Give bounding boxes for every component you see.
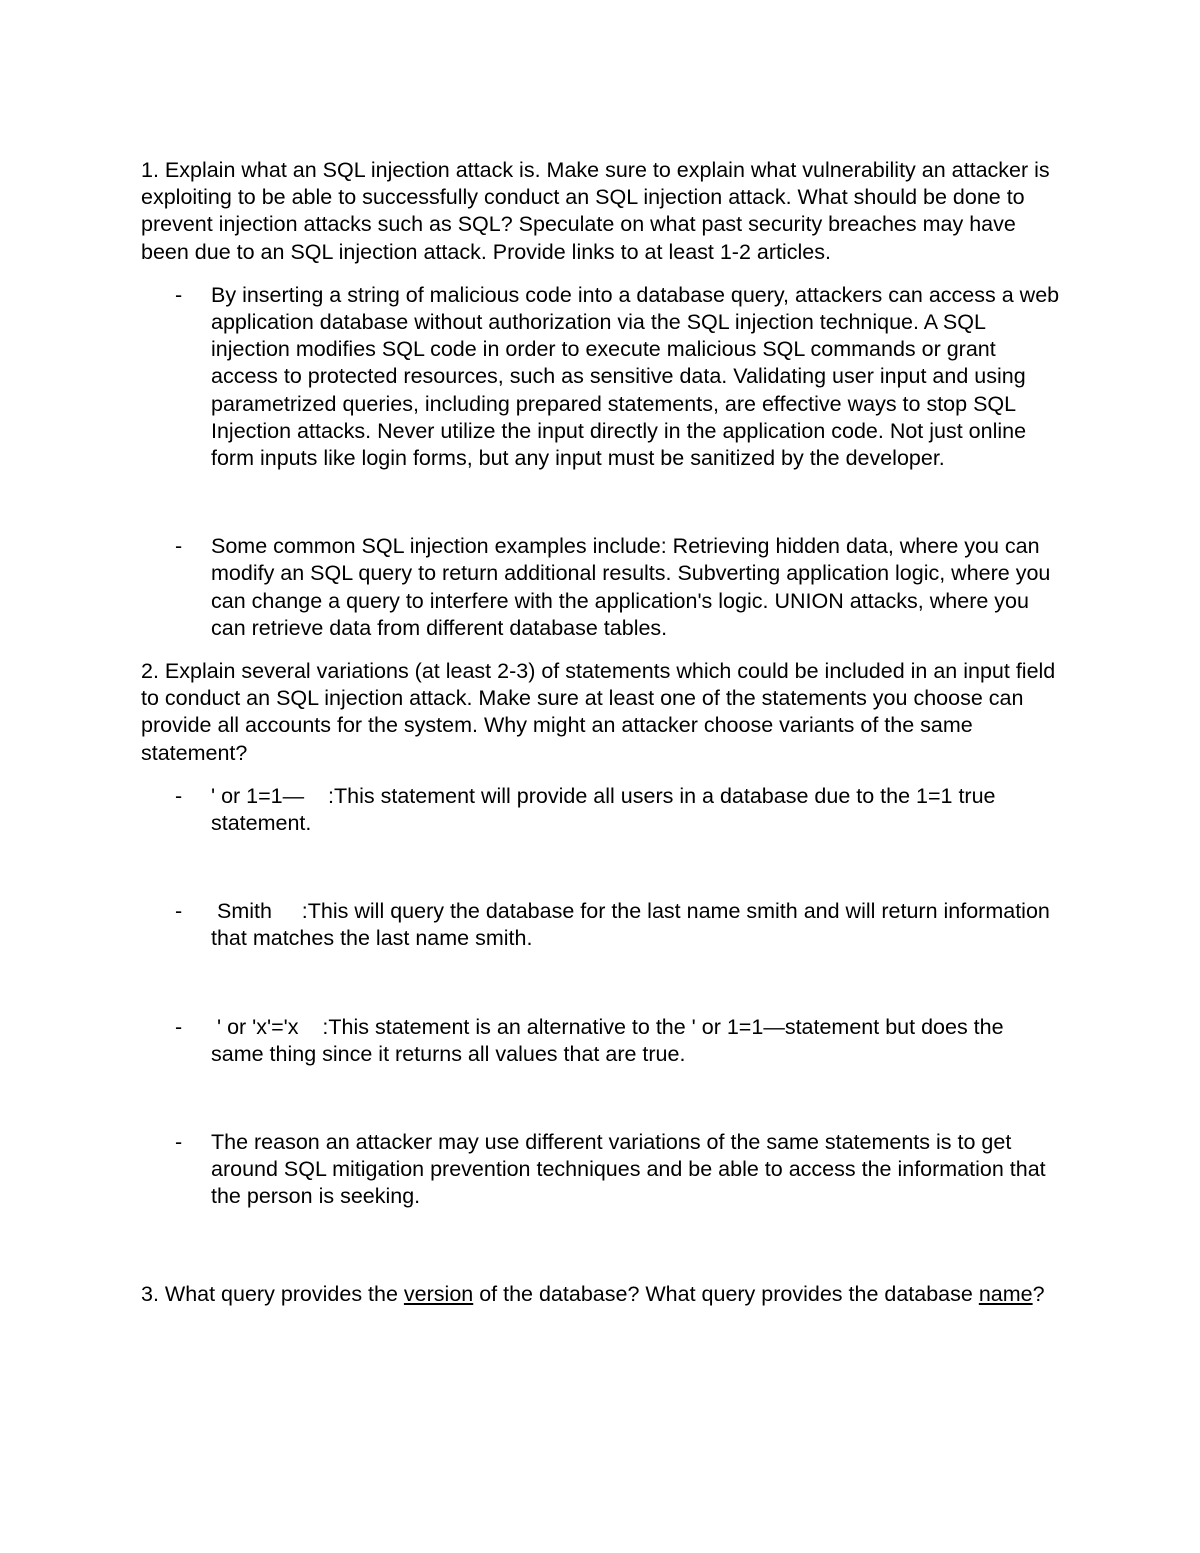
question-3-part3: ? xyxy=(1032,1281,1045,1306)
answer-item xyxy=(141,282,1061,472)
document-page xyxy=(141,157,1061,1324)
answer-text: By inserting a string of malicious code into a database query, attackers can access a web application database without authorization via the SQL injection technique. A SQL injection modifies SQL code in order to execute malicious SQL commands or grant access to protected resources, such as sensitive data. Validating user input and using parametrized queries, including prepared statements, are effective ways to stop SQL Injection attacks. Never utilize the input directly in the application code. Not just online form inputs like login forms, but any input must be sanitized by the developer. xyxy=(211,282,1060,471)
question-2: 2. Explain several variations (at least 2-3) of statements which could be included in an input field to conduct an SQL injection attack. Make sure at least one of the statements you choose can provide all accounts for the system. Why might an attacker choose variants of the same statement? xyxy=(141,659,1056,765)
question-1: 1. Explain what an SQL injection attack is. Make sure to explain what vulnerability an attacker is exploiting to be able to successfully conduct an SQL injection attack. What should be done to prevent injection attacks such as SQL? Speculate on what past security breaches may have been due to an SQL injection attack. Provide links to at least 1-2 articles. xyxy=(141,158,1050,264)
answer-item xyxy=(141,1014,1061,1068)
answer-list-2 xyxy=(141,783,1061,1211)
answer-list-1 xyxy=(141,282,1061,642)
answer-text: The reason an attacker may use different variations of the same statements is to get around SQL mitigation prevention techniques and be able to access the information that the person is seeking. xyxy=(211,1130,1046,1209)
answer-text: Smith :This will query the database for the last name smith and will return information that matches the last name smith. xyxy=(211,899,1056,951)
answer-text: Some common SQL injection examples include: Retrieving hidden data, where you can modify an SQL query to return additional results. Subverting application logic, where you can change a query to interfere with the application's logic. UNION attacks, where you can retrieve data from different database tables. xyxy=(211,534,1051,640)
answer-item xyxy=(141,533,1061,642)
answer-text: ' or 1=1— :This statement will provide all users in a database due to the 1=1 true statement. xyxy=(211,783,1002,836)
bullet-dash: - xyxy=(175,534,183,559)
answer-text: ' or 'x'='x :This statement is an alternative to the ' or 1=1—statement but does the same thing since it returns all values that are true. xyxy=(211,1014,1010,1066)
bullet-dash: - xyxy=(175,1130,183,1155)
question-3 xyxy=(141,1281,1061,1308)
answer-item xyxy=(141,1129,1061,1211)
bullet-dash: - xyxy=(175,1014,183,1039)
underlined-name: name xyxy=(978,1281,1033,1306)
underlined-version: version xyxy=(403,1281,474,1306)
bullet-dash: - xyxy=(175,282,183,307)
question-3-part1: 3. What query provides the xyxy=(141,1281,404,1306)
answer-item xyxy=(141,783,1061,837)
answer-item xyxy=(141,898,1061,952)
bullet-dash: - xyxy=(175,783,183,808)
question-3-part2: of the database? What query provides the database xyxy=(473,1281,979,1306)
bullet-dash: - xyxy=(175,899,183,924)
